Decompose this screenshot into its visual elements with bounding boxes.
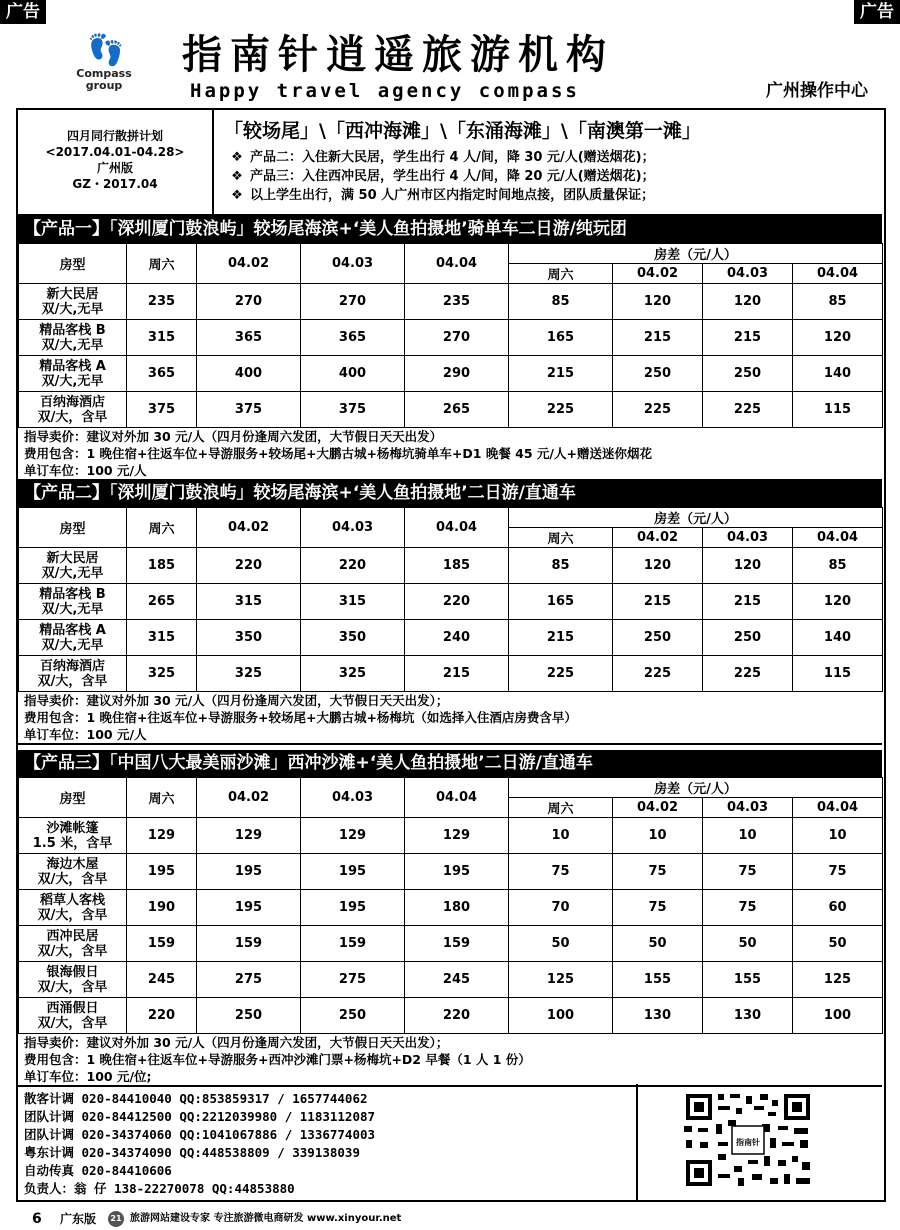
price-cell: 365 <box>301 320 405 356</box>
contact-row: 散客计调 020-84410040 QQ:853859317 / 1657744062 <box>24 1091 368 1106</box>
col-header-date: 04.03 <box>301 508 405 548</box>
price-cell: 400 <box>301 356 405 392</box>
info-line: 单订车位：100 元/位; <box>24 1069 152 1084</box>
room-type <box>19 998 127 1034</box>
price-cell: 265 <box>127 584 197 620</box>
room-diff-cell: 120 <box>793 584 883 620</box>
price-cell: 365 <box>127 356 197 392</box>
room-type <box>19 548 127 584</box>
table-row <box>19 998 883 1034</box>
room-detail: 1.5 米，含早 <box>32 835 113 851</box>
room-diff-cell: 10 <box>793 818 883 854</box>
price-cell: 195 <box>197 890 301 926</box>
price-table <box>18 507 883 692</box>
room-diff-cell: 50 <box>793 926 883 962</box>
col-header-date: 04.02 <box>613 798 703 818</box>
room-type <box>19 818 127 854</box>
price-sheet <box>16 108 886 1202</box>
product-info <box>18 692 882 745</box>
plan-note: ❖ 产品二：入住新大民居，学生出行 4 人/间，降 30 元/人(赠送烟花)； <box>224 148 874 167</box>
price-cell: 250 <box>301 998 405 1034</box>
room-type <box>19 284 127 320</box>
room-diff-cell: 75 <box>613 890 703 926</box>
price-cell: 195 <box>405 854 509 890</box>
room-name: 百纳海酒店 <box>39 658 105 674</box>
room-diff-cell: 225 <box>703 392 793 428</box>
room-detail: 双/大，含早 <box>37 409 108 425</box>
room-diff-cell: 120 <box>703 284 793 320</box>
room-diff-cell: 165 <box>509 584 613 620</box>
ad-tag-right: 广告 <box>854 0 900 24</box>
price-cell: 215 <box>405 656 509 692</box>
price-cell: 159 <box>405 926 509 962</box>
price-cell: 185 <box>127 548 197 584</box>
price-cell: 220 <box>405 584 509 620</box>
col-header-date: 04.03 <box>703 528 793 548</box>
room-diff-cell: 215 <box>613 584 703 620</box>
contact-list <box>24 1090 624 1198</box>
price-cell: 195 <box>127 854 197 890</box>
price-cell: 375 <box>197 392 301 428</box>
room-diff-cell: 10 <box>613 818 703 854</box>
price-cell: 245 <box>405 962 509 998</box>
room-diff-cell: 225 <box>613 392 703 428</box>
plan-route <box>224 118 874 205</box>
plan-dates: <2017.04.01-04.28> <box>45 145 185 159</box>
price-cell: 220 <box>405 998 509 1034</box>
room-diff-cell: 225 <box>509 656 613 692</box>
price-cell: 159 <box>127 926 197 962</box>
room-diff-cell: 120 <box>613 548 703 584</box>
room-name: 百纳海酒店 <box>39 394 105 410</box>
price-table <box>18 777 883 1034</box>
col-header-date: 04.04 <box>793 264 883 284</box>
price-cell: 220 <box>127 998 197 1034</box>
edition-label: 广东版 <box>60 1212 97 1226</box>
info-line: 指导卖价：建议对外加 30 元/人（四月份逢周六发团，大节假日天天出发）； <box>24 1035 449 1050</box>
route-title: 「较场尾」\「西冲海滩」\「东涌海滩」\「南澳第一滩」 <box>224 120 701 142</box>
contact-row: 团队计调 020-84412500 QQ:2212039980 / 1183112087 <box>24 1109 376 1124</box>
table-row <box>19 854 883 890</box>
room-diff-cell: 215 <box>509 356 613 392</box>
qr-code-icon[interactable] <box>678 1090 818 1190</box>
col-header-date: 04.03 <box>703 264 793 284</box>
room-diff-cell: 100 <box>793 998 883 1034</box>
price-cell: 129 <box>301 818 405 854</box>
room-type <box>19 356 127 392</box>
product-title: 【产品一】「深圳厦门鼓浪屿」较场尾海滨+‘美人鱼拍摄地’骑单车二日游/纯玩团 <box>18 216 882 243</box>
col-header-date: 04.03 <box>301 778 405 818</box>
room-detail: 双/大,无早 <box>41 373 104 389</box>
col-header-date: 04.04 <box>405 244 509 284</box>
room-diff-cell: 50 <box>509 926 613 962</box>
price-cell: 265 <box>405 392 509 428</box>
room-diff-cell: 215 <box>703 584 793 620</box>
table-row <box>19 926 883 962</box>
table-row <box>19 356 883 392</box>
price-cell: 290 <box>405 356 509 392</box>
col-header-date: 04.04 <box>793 528 883 548</box>
room-detail: 双/大，含早 <box>37 907 108 923</box>
room-diff-cell: 125 <box>509 962 613 998</box>
room-diff-cell: 85 <box>509 548 613 584</box>
room-diff-cell: 115 <box>793 392 883 428</box>
price-cell: 315 <box>197 584 301 620</box>
table-row <box>19 548 883 584</box>
info-line: 指导卖价：建议对外加 30 元/人（四月份逢周六发团，大节假日天天出发）； <box>24 693 449 708</box>
room-name: 新大民居 <box>46 286 99 302</box>
col-header-room: 房型 <box>19 778 127 818</box>
product-section-3 <box>18 750 882 1087</box>
plan-edition: 广州版 <box>96 161 133 175</box>
room-diff-cell: 50 <box>703 926 793 962</box>
room-detail: 双/大，含早 <box>37 943 108 959</box>
col-header-sat: 周六 <box>509 528 613 548</box>
col-header-diff: 房差（元/人） <box>509 778 883 798</box>
room-detail: 双/大，含早 <box>37 979 108 995</box>
price-cell: 250 <box>197 998 301 1034</box>
room-name: 银海假日 <box>46 964 99 980</box>
info-line: 指导卖价：建议对外加 30 元/人（四月份逢周六发团，大节假日天天出发） <box>24 429 443 444</box>
col-header-diff: 房差（元/人） <box>509 508 883 528</box>
room-diff-cell: 75 <box>703 890 793 926</box>
room-diff-cell: 75 <box>613 854 703 890</box>
col-header-sat: 周六 <box>509 264 613 284</box>
col-header-sat: 周六 <box>509 798 613 818</box>
agency-subtitle: Happy travel agency compass <box>190 80 580 102</box>
price-cell: 270 <box>197 284 301 320</box>
info-line: 单订车位：100 元/人 <box>24 727 147 742</box>
col-header-date: 04.03 <box>703 798 793 818</box>
price-cell: 350 <box>301 620 405 656</box>
price-cell: 180 <box>405 890 509 926</box>
col-header-date: 04.03 <box>301 244 405 284</box>
room-name: 稻草人客栈 <box>39 892 105 908</box>
room-diff-cell: 75 <box>509 854 613 890</box>
table-row <box>19 320 883 356</box>
room-diff-cell: 215 <box>613 320 703 356</box>
price-cell: 220 <box>301 548 405 584</box>
col-header-sat: 周六 <box>127 508 197 548</box>
room-diff-cell: 130 <box>703 998 793 1034</box>
price-cell: 315 <box>127 620 197 656</box>
room-diff-cell: 215 <box>509 620 613 656</box>
price-cell: 365 <box>197 320 301 356</box>
room-diff-cell: 85 <box>509 284 613 320</box>
col-header-sat: 周六 <box>127 778 197 818</box>
price-cell: 325 <box>197 656 301 692</box>
price-cell: 159 <box>197 926 301 962</box>
agency-title: 指南针逍遥旅游机构 <box>182 31 614 78</box>
room-diff-cell: 120 <box>793 320 883 356</box>
page-footer <box>0 1208 900 1230</box>
footer-slogan[interactable]: 旅游网站建设专家 专注旅游微电商研发 www.xinyour.net <box>130 1213 402 1224</box>
price-cell: 129 <box>197 818 301 854</box>
room-type <box>19 854 127 890</box>
room-diff-cell: 250 <box>703 620 793 656</box>
price-cell: 315 <box>127 320 197 356</box>
price-cell: 159 <box>301 926 405 962</box>
price-cell: 129 <box>405 818 509 854</box>
product-section-1 <box>18 216 882 481</box>
price-cell: 315 <box>301 584 405 620</box>
room-diff-cell: 120 <box>703 548 793 584</box>
table-row <box>19 584 883 620</box>
room-name: 精品客栈 A <box>39 622 106 638</box>
room-detail: 双/大,无早 <box>41 601 104 617</box>
room-type <box>19 584 127 620</box>
room-diff-cell: 165 <box>509 320 613 356</box>
room-diff-cell: 130 <box>613 998 703 1034</box>
room-name: 西冲民居 <box>46 928 99 944</box>
price-cell: 350 <box>197 620 301 656</box>
qr-area <box>636 1084 884 1200</box>
room-detail: 双/大,无早 <box>41 637 104 653</box>
plan-header <box>18 110 882 216</box>
room-diff-cell: 125 <box>793 962 883 998</box>
footprints-icon: 👣 <box>87 33 121 68</box>
price-cell: 400 <box>197 356 301 392</box>
room-diff-cell: 250 <box>703 356 793 392</box>
price-cell: 190 <box>127 890 197 926</box>
room-name: 精品客栈 B <box>39 586 106 602</box>
plan-info <box>18 110 214 214</box>
room-diff-cell: 50 <box>613 926 703 962</box>
room-diff-cell: 75 <box>703 854 793 890</box>
operation-center: 广州操作中心 <box>766 81 868 101</box>
room-detail: 双/大,无早 <box>41 337 104 353</box>
col-header-diff: 房差（元/人） <box>509 244 883 264</box>
price-cell: 325 <box>301 656 405 692</box>
diamond-bullet-icon: ❖ <box>231 169 243 184</box>
room-name: 海边木屋 <box>46 856 99 872</box>
contacts-panel <box>18 1084 882 1200</box>
product-title: 【产品三】「中国八大最美丽沙滩」西冲沙滩+‘美人鱼拍摄地’二日游/直通车 <box>18 750 882 777</box>
room-name: 精品客栈 B <box>39 322 106 338</box>
room-detail: 双/大,无早 <box>41 301 104 317</box>
room-diff-cell: 155 <box>703 962 793 998</box>
info-line: 单订车位：100 元/人 <box>24 463 147 478</box>
price-cell: 195 <box>197 854 301 890</box>
info-line: 费用包含：1 晚住宿+往返车位+导游服务+较场尾+大鹏古城+杨梅坑骑单车+D1 晚餐 45 元/人+赠送迷你烟花 <box>24 446 652 461</box>
price-cell: 185 <box>405 548 509 584</box>
price-cell: 220 <box>197 548 301 584</box>
product-info <box>18 428 882 481</box>
room-diff-cell: 10 <box>509 818 613 854</box>
product-title: 【产品二】「深圳厦门鼓浪屿」较场尾海滨+‘美人鱼拍摄地’二日游/直通车 <box>18 480 882 507</box>
diamond-bullet-icon: ❖ <box>231 150 243 165</box>
room-detail: 双/大，含早 <box>37 673 108 689</box>
room-type <box>19 656 127 692</box>
price-cell: 375 <box>301 392 405 428</box>
col-header-date: 04.02 <box>197 508 301 548</box>
room-diff-cell: 140 <box>793 620 883 656</box>
col-header-date: 04.02 <box>197 778 301 818</box>
price-cell: 235 <box>405 284 509 320</box>
room-diff-cell: 85 <box>793 548 883 584</box>
room-name: 沙滩帐篷 <box>46 820 99 836</box>
table-row <box>19 620 883 656</box>
room-diff-cell: 60 <box>793 890 883 926</box>
contact-row: 粤东计调 020-34374090 QQ:448538809 / 339138039 <box>24 1145 360 1160</box>
room-name: 西涌假日 <box>46 1000 99 1016</box>
site-badge-icon: 21 <box>108 1211 124 1227</box>
room-diff-cell: 140 <box>793 356 883 392</box>
contact-row: 负责人：翁 仔 138-22270078 QQ:44853880 <box>24 1181 295 1196</box>
product-info <box>18 1034 882 1087</box>
table-row <box>19 818 883 854</box>
price-table <box>18 243 883 428</box>
price-cell: 240 <box>405 620 509 656</box>
price-cell: 195 <box>301 890 405 926</box>
room-diff-cell: 225 <box>703 656 793 692</box>
room-diff-cell: 75 <box>793 854 883 890</box>
page-number: 6 <box>32 1211 42 1227</box>
plan-note: ❖ 以上学生出行，满 50 人广州市区内指定时间地点接，团队质量保证； <box>224 186 874 205</box>
col-header-date: 04.02 <box>613 264 703 284</box>
room-type <box>19 320 127 356</box>
room-name: 精品客栈 A <box>39 358 106 374</box>
room-name: 新大民居 <box>46 550 99 566</box>
contact-row: 团队计调 020-34374060 QQ:1041067886 / 1336774003 <box>24 1127 376 1142</box>
ad-tag-left: 广告 <box>0 0 46 24</box>
col-header-date: 04.04 <box>405 508 509 548</box>
logo-text-line1: Compass <box>76 67 132 80</box>
room-detail: 双/大，含早 <box>37 871 108 887</box>
compass-logo <box>64 34 144 100</box>
room-diff-cell: 85 <box>793 284 883 320</box>
qr-center-label: 指南针 <box>736 1138 760 1147</box>
diamond-bullet-icon: ❖ <box>231 188 243 203</box>
contact-row: 自动传真 020-84410606 <box>24 1163 172 1178</box>
room-diff-cell: 70 <box>509 890 613 926</box>
price-cell: 245 <box>127 962 197 998</box>
room-type <box>19 392 127 428</box>
price-cell: 325 <box>127 656 197 692</box>
room-type <box>19 620 127 656</box>
room-type <box>19 890 127 926</box>
col-header-room: 房型 <box>19 508 127 548</box>
table-row <box>19 962 883 998</box>
room-diff-cell: 225 <box>509 392 613 428</box>
price-cell: 275 <box>197 962 301 998</box>
price-cell: 275 <box>301 962 405 998</box>
col-header-date: 04.04 <box>405 778 509 818</box>
col-header-sat: 周六 <box>127 244 197 284</box>
col-header-date: 04.04 <box>793 798 883 818</box>
room-diff-cell: 215 <box>703 320 793 356</box>
room-diff-cell: 250 <box>613 356 703 392</box>
room-detail: 双/大,无早 <box>41 565 104 581</box>
plan-title: 四月同行散拼计划 <box>66 129 163 143</box>
room-type <box>19 962 127 998</box>
price-cell: 375 <box>127 392 197 428</box>
plan-note: ❖ 产品三：入住西冲民居，学生出行 4 人/间，降 20 元/人(赠送烟花)； <box>224 167 874 186</box>
banner <box>34 30 868 104</box>
price-cell: 270 <box>405 320 509 356</box>
room-diff-cell: 115 <box>793 656 883 692</box>
product-section-2 <box>18 480 882 745</box>
price-cell: 195 <box>301 854 405 890</box>
table-row <box>19 284 883 320</box>
room-detail: 双/大，含早 <box>37 1015 108 1031</box>
room-diff-cell: 120 <box>613 284 703 320</box>
price-cell: 270 <box>301 284 405 320</box>
plan-code: GZ・2017.04 <box>72 177 158 191</box>
room-diff-cell: 10 <box>703 818 793 854</box>
room-diff-cell: 250 <box>613 620 703 656</box>
col-header-date: 04.02 <box>197 244 301 284</box>
table-row <box>19 890 883 926</box>
col-header-date: 04.02 <box>613 528 703 548</box>
room-diff-cell: 225 <box>613 656 703 692</box>
logo-text-line2: group <box>85 79 123 92</box>
info-line: 费用包含：1 晚住宿+往返车位+导游服务+较场尾+大鹏古城+杨梅坑（如选择入住酒店房费含早） <box>24 710 577 725</box>
table-row <box>19 392 883 428</box>
price-cell: 235 <box>127 284 197 320</box>
table-row <box>19 656 883 692</box>
col-header-room: 房型 <box>19 244 127 284</box>
price-cell: 129 <box>127 818 197 854</box>
room-diff-cell: 155 <box>613 962 703 998</box>
room-diff-cell: 100 <box>509 998 613 1034</box>
room-type <box>19 926 127 962</box>
info-line: 费用包含：1 晚住宿+往返车位+导游服务+西冲沙滩门票+杨梅坑+D2 早餐（1 人 1 份） <box>24 1052 531 1067</box>
